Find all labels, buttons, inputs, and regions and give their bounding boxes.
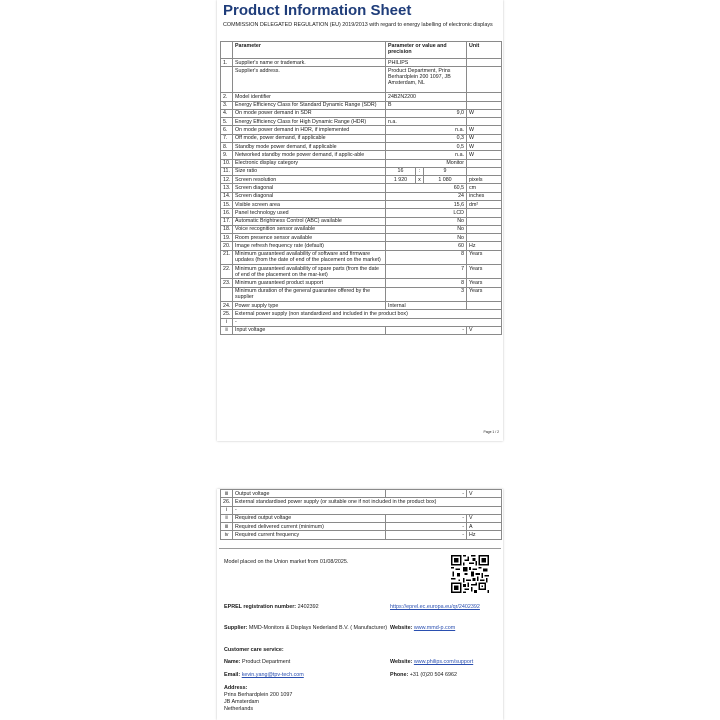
divider [219, 548, 501, 549]
name-label: Name: [224, 659, 241, 665]
supplier-row [224, 625, 389, 632]
email-row [224, 672, 304, 679]
model-placed-text: Model placed on the Union market from 01/08/2025. [224, 559, 349, 565]
header-value: Parameter or value and precision [386, 42, 467, 59]
table-row: Minimum duration of the general guarantee offered by the supplier 3 Years [221, 287, 502, 301]
website-link-1[interactable]: www.mmd-p.com [413, 625, 456, 631]
table-row: 11. Size ratio 16 : 9 [221, 167, 502, 175]
table-row: 19. Room presence sensor available No [221, 234, 502, 242]
table-row: 21. Minimum guaranteed availability of software and firmware updates (from the date of end of the placement on the market) 8 Years [221, 250, 502, 264]
name-row [224, 659, 290, 666]
customer-care-heading: Customer care service: [224, 647, 284, 653]
website-link-2[interactable]: www.philips.com/support [413, 659, 474, 665]
table-row: 3. Energy Efficiency Class for Standard Dynamic Range (SDR) B [221, 101, 502, 109]
phone-row [390, 672, 457, 679]
table-row: 18. Voice recognition sensor available No [221, 225, 502, 233]
eprel-row [224, 604, 319, 611]
address-line-3: Netherlands [224, 706, 254, 712]
website-row-1 [390, 625, 455, 632]
website-row-2 [390, 659, 473, 666]
table-row: 17. Automatic Brightness Control (ABC) available No [221, 217, 502, 225]
table-header-row [221, 42, 502, 59]
table-row: 6. On mode power demand in HDR, if implemented n.a. W [221, 126, 502, 134]
address-label: Address: [224, 685, 248, 691]
qr-code-icon [451, 555, 489, 593]
eprel-link[interactable]: https://eprel.ec.europa.eu/qr/2402392 [390, 604, 480, 610]
table-row: 8. Standby mode power demand, if applicable 0,5 W [221, 142, 502, 150]
table-row: 2. Model identifier 24B2N2200 [221, 93, 502, 101]
table-row: 14. Screen diagonal 24 inches [221, 192, 502, 200]
phone-value: +31 (0)20 504 6962 [409, 672, 457, 678]
table-row: 25. External power supply (non standardized and included in the product box) [221, 310, 502, 318]
table-row: 10. Electronic display category Monitor [221, 159, 502, 167]
address-line-2: JB Amsterdam [224, 699, 260, 705]
phone-label: Phone: [390, 672, 409, 678]
product-info-table-continued [220, 489, 502, 540]
product-info-table [220, 41, 502, 335]
website-label-2: Website: [390, 659, 413, 665]
table-row: iii Required delivered current (minimum) - A [221, 523, 502, 531]
address-line-1: Prins Berhardplein 200 1097 [224, 692, 293, 698]
supplier-label: Supplier: [224, 625, 248, 631]
table-row: i - [221, 318, 502, 326]
table-row: ii Required output voltage - V [221, 514, 502, 522]
table-row: iv Required current frequency - Hz [221, 531, 502, 539]
page-number: Page 1 / 2 [483, 430, 499, 434]
table-row: 13. Screen diagonal 60,5 cm [221, 184, 502, 192]
table-row: 4. On mode power demand in SDR 9,0 W [221, 109, 502, 117]
table-row: 22. Minimum guaranteed availability of spare parts (from the date of end of the placement on the mar-ket) 7 Years [221, 265, 502, 279]
table-row: 7. Off mode, power demand, if applicable 0,3 W [221, 134, 502, 142]
document-title: Product Information Sheet [223, 2, 412, 19]
table-row: 16. Panel technology used LCD [221, 209, 502, 217]
email-link[interactable]: kevin.yang@tpv-tech.com [241, 672, 304, 678]
header-unit: Unit [467, 42, 502, 59]
name-value: Product Department [241, 659, 291, 665]
table-row: Supplier's address. Product Department, Prins Berhardplein 200 1097, JB Amsterdam, NL [221, 67, 502, 93]
table-row: 24. Power supply type Internal [221, 302, 502, 310]
table-row: iii Output voltage - V [221, 490, 502, 498]
table-row: 5. Energy Efficiency Class for High Dynamic Range (HDR) n.a. [221, 118, 502, 126]
table-row: 1. Supplier's name or trademark. PHILIPS [221, 59, 502, 67]
header-parameter: Parameter [233, 42, 386, 59]
table-row: i - [221, 506, 502, 514]
document-page-2 [217, 489, 503, 720]
table-row: 12. Screen resolution 1 920 x 1 080 pixels [221, 176, 502, 184]
document-page-1 [217, 0, 503, 441]
table-row: 9. Networked standby mode power demand, if applic-able n.a. W [221, 151, 502, 159]
table-row: 26. External standardised power supply (or suitable one if not included in the product box) [221, 498, 502, 506]
supplier-value: MMD-Monitors & Displays Nederland B.V. ( Manufacturer) [248, 625, 388, 631]
eprel-value: 2402392 [297, 604, 319, 610]
document-subtitle: COMMISSION DELEGATED REGULATION (EU) 2019/2013 with regard to energy labelling of electronic displays [223, 22, 493, 28]
website-label-1: Website: [390, 625, 413, 631]
eprel-label: EPREL registration number: [224, 604, 297, 610]
table-row: 20. Image refresh frequency rate (default) 60 Hz [221, 242, 502, 250]
table-row: 15. Visible screen area 15,6 dm² [221, 200, 502, 208]
table-row: ii Input voltage - V [221, 326, 502, 334]
table-row: 23. Minimum guaranteed product support 8 Years [221, 279, 502, 287]
email-label: Email: [224, 672, 241, 678]
